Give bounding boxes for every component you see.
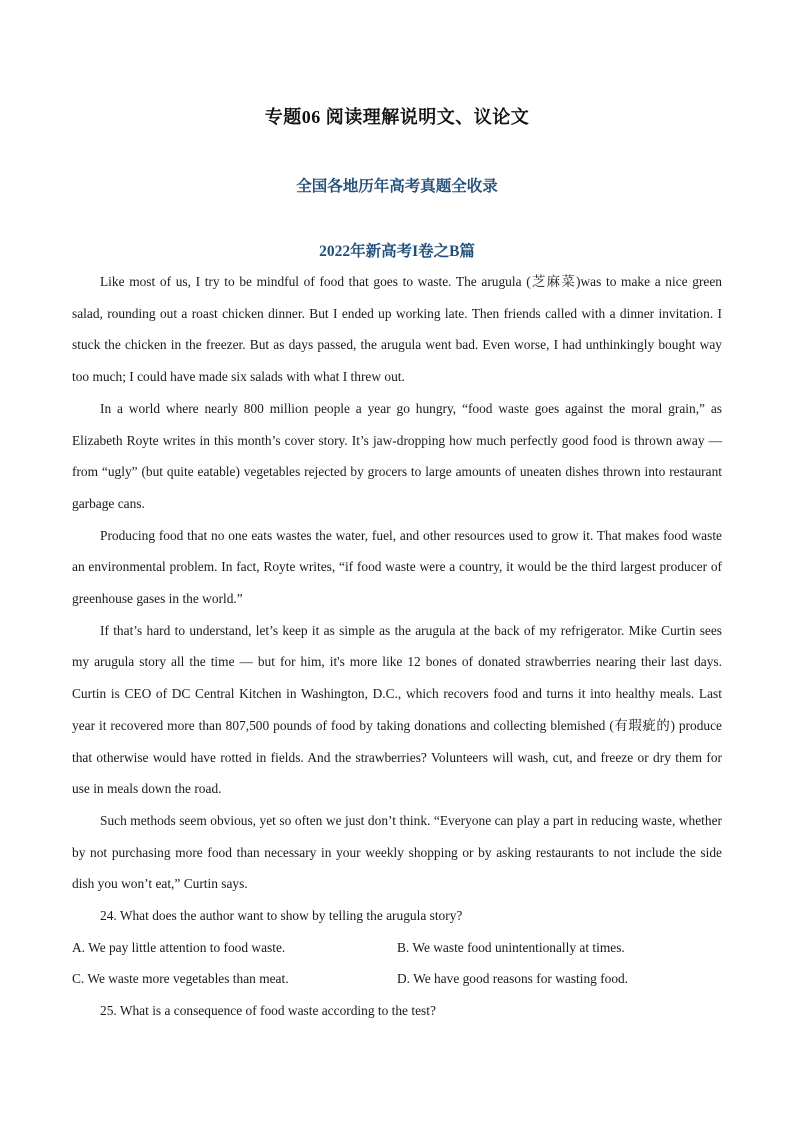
option-d: D. We have good reasons for wasting food. [397,971,629,987]
question-24-options-row-1 [72,932,722,964]
document-title: 专题06 阅读理解说明文、议论文 [264,107,530,127]
passage-paragraph: Such methods seem obvious, yet so often we just don’t think. “Everyone can play a part in reducing waste, whether by not purchasing more food than necessary in your weekly shopping or by asking restaurants to not include the side dish you won’t eat,” Curtin says. [72,812,722,892]
question-25-stem: 25. What is a consequence of food waste according to the test? [100,1003,436,1019]
section-heading: 2022年新高考I卷之B篇 [319,243,475,260]
passage-paragraph: Producing food that no one eats wastes the water, fuel, and other resources used to grow it. That makes food waste an environmental problem. In fact, Royte writes, “if food waste were a country, it would be the third largest producer of greenhouse gases in the world.” [72,527,722,607]
passage-paragraph: Like most of us, I try to be mindful of food that goes to waste. The arugula (芝麻菜)was to make a nice green salad, rounding out a roast chicken dinner. But I ended up working late. Then friends called with a dinner invitation. I stuck the chicken in the freezer. But as days passed, the arugula went bad. Even worse, I had unthinkingly bought way too much; I could have made six salads with what I threw out. [72,274,722,385]
question-24-options-row-2 [72,963,722,995]
option-b: B. We waste food unintentionally at times. [397,939,625,955]
passage-body [72,266,722,1027]
passage-paragraph: In a world where nearly 800 million people a year go hungry, “food waste goes against the moral grain,” as Elizabeth Royte writes in this month’s cover story. It’s jaw-dropping how much perfectly good food is thrown away — from “ugly” (but quite eatable) vegetables rejected by grocers to large amounts of uneaten dishes thrown into restaurant garbage cans. [72,400,722,511]
option-a: A. We pay little attention to food waste. [72,939,286,955]
document-subtitle: 全国各地历年高考真题全收录 [296,178,498,195]
question-24-stem: 24. What does the author want to show by telling the arugula story? [100,908,463,924]
passage-paragraph: If that’s hard to understand, let’s keep it as simple as the arugula at the back of my refrigerator. Mike Curtin sees my arugula story all the time — but for him, it's more like 12 bones of donated strawberries nearing their last days. Curtin is CEO of DC Central Kitchen in Washington, D.C., which recovers food and turns it into healthy meals. Last year it recovered more than 807,500 pounds of food by taking donations and collecting blemished (有瑕疵的) produce that otherwise would have rotted in fields. And the strawberries? Volunteers will wash, cut, and freeze or dry them for use in meals down the road. [72,622,722,797]
option-c: C. We waste more vegetables than meat. [72,971,289,987]
